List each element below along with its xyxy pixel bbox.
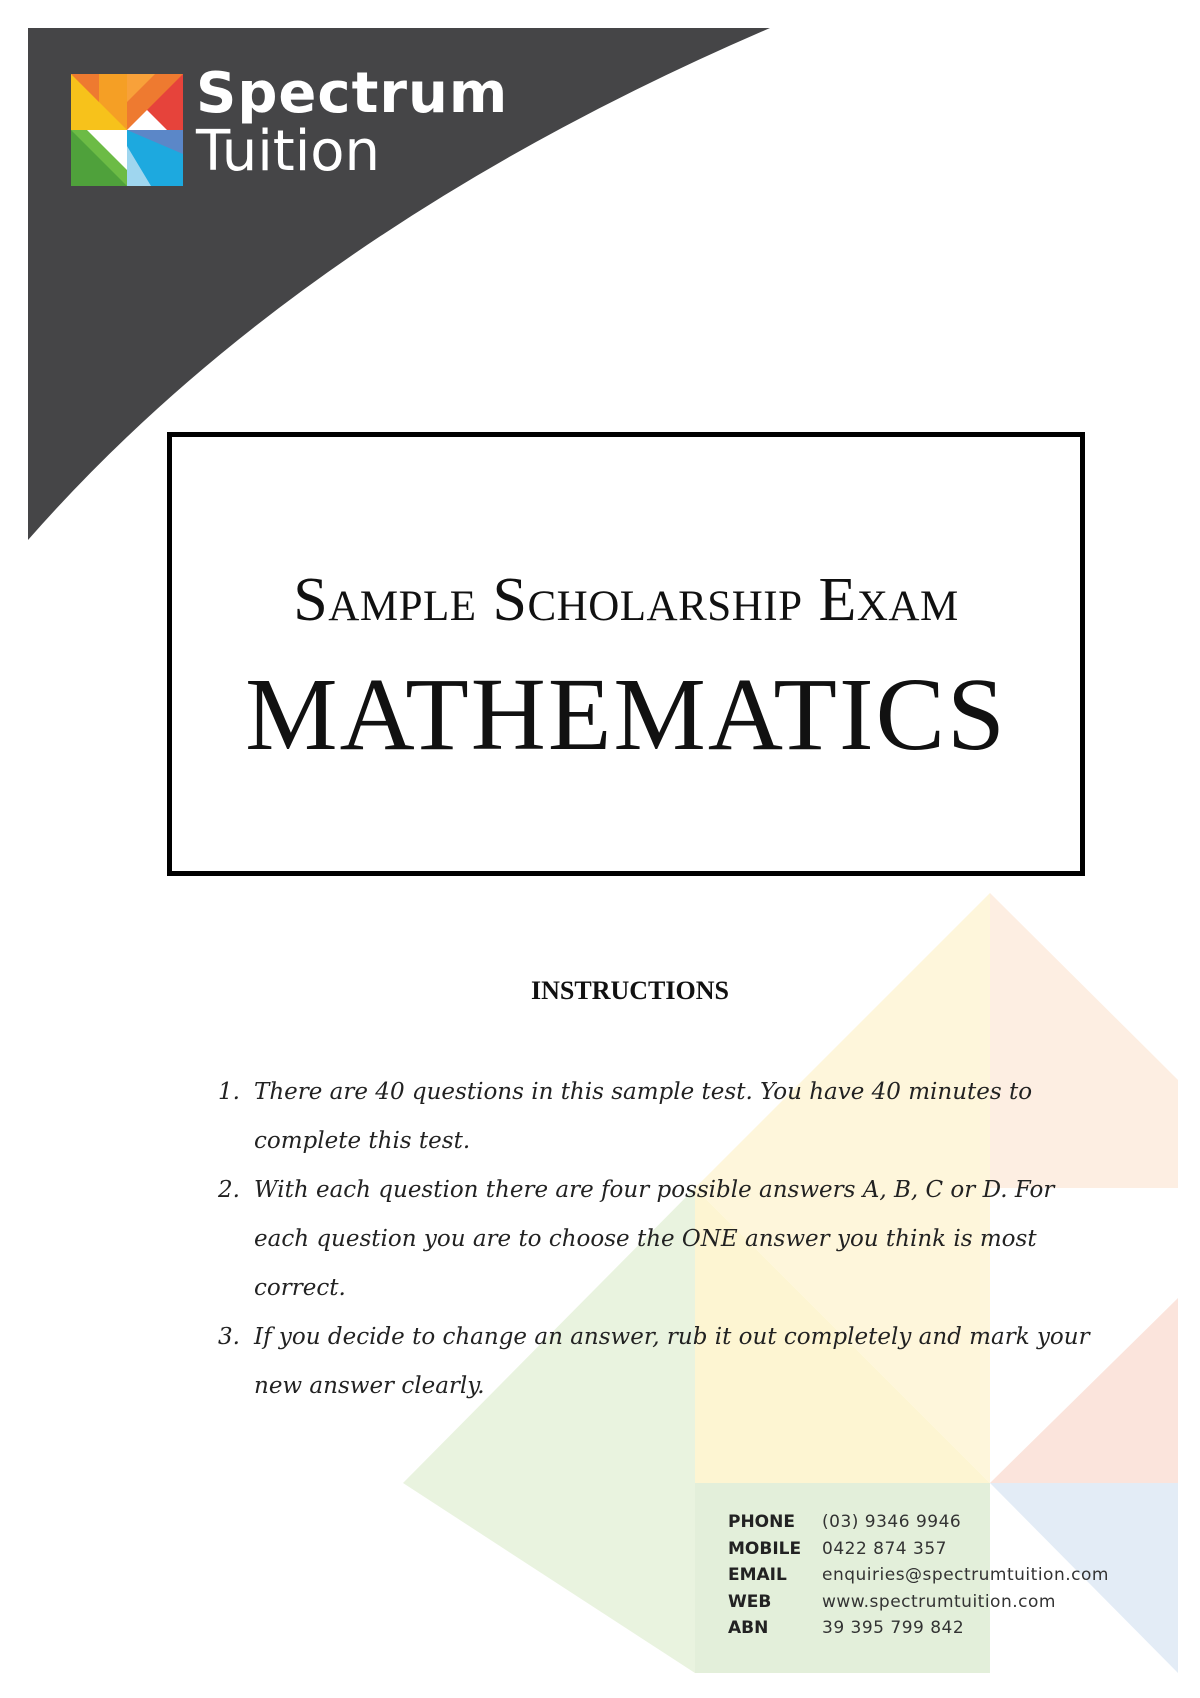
instruction-number: 1. xyxy=(218,1079,240,1105)
instructions-list xyxy=(218,1068,1098,1411)
contact-label: PHONE xyxy=(728,1512,795,1532)
instruction-number: 2. xyxy=(218,1177,240,1203)
pinwheel-logo-icon xyxy=(71,74,183,186)
contact-details xyxy=(728,1509,1109,1642)
brand-line-1: Spectrum xyxy=(196,61,509,126)
contact-label: EMAIL xyxy=(728,1565,787,1585)
mobile-value: 0422 874 357 xyxy=(822,1538,947,1559)
contact-label: MOBILE xyxy=(728,1538,802,1559)
instruction-text: With each question there are four possible answers A, B, C or D. For each question you are to choose the ONE answer you think is most correct. xyxy=(254,1177,1055,1301)
instruction-number: 3. xyxy=(218,1324,240,1350)
contact-row-mobile xyxy=(728,1536,1109,1563)
instruction-item xyxy=(218,1068,1098,1166)
exam-title: MATHEMATICS xyxy=(245,657,1007,772)
instruction-item xyxy=(218,1166,1098,1313)
brand-name xyxy=(196,61,509,184)
abn-value: 39 395 799 842 xyxy=(822,1618,965,1638)
email-value: enquiries@spectrumtuition.com xyxy=(822,1565,1109,1585)
instruction-text: There are 40 questions in this sample test. You have 40 minutes to complete this test. xyxy=(254,1079,1033,1154)
phone-value: (03) 9346 9946 xyxy=(822,1512,962,1532)
instruction-text: If you decide to change an answer, rub it out completely and mark your new answer clearly. xyxy=(254,1324,1090,1399)
contact-row-web xyxy=(728,1589,1109,1616)
instruction-item xyxy=(218,1313,1098,1411)
contact-label: ABN xyxy=(728,1618,769,1638)
contact-row-abn xyxy=(728,1615,1109,1642)
web-value: www.spectrumtuition.com xyxy=(822,1591,1056,1612)
contact-label: WEB xyxy=(728,1591,772,1612)
title-box xyxy=(167,432,1085,876)
contact-row-phone xyxy=(728,1509,1109,1536)
instructions-heading: INSTRUCTIONS xyxy=(531,976,729,1005)
brand-line-2: Tuition xyxy=(196,119,381,184)
exam-subtitle: Sample Scholarship Exam xyxy=(293,566,959,634)
contact-row-email xyxy=(728,1562,1109,1589)
